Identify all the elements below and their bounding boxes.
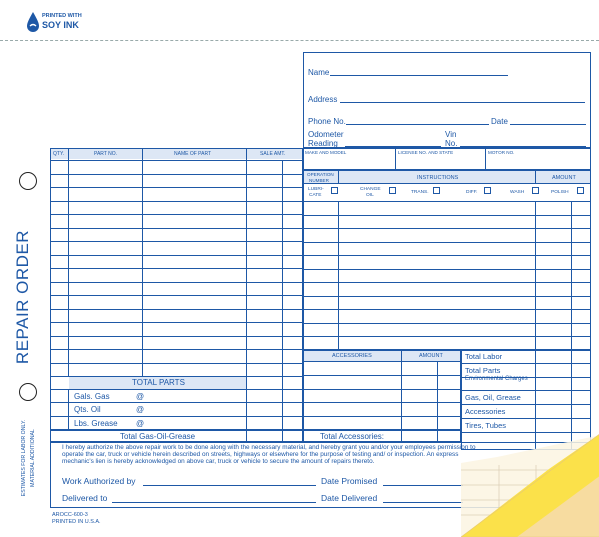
service-table-row[interactable]: [303, 269, 591, 270]
diff-checkbox[interactable]: [484, 187, 491, 194]
accessories-table-row[interactable]: [303, 375, 461, 376]
carbon-copy-corner: [461, 425, 599, 537]
date-delivered-label: Date Delivered: [321, 493, 378, 503]
total-parts-summary-label: Total Parts: [465, 366, 501, 375]
accessories-amount-header: AMOUNT: [419, 353, 443, 359]
wash-checkbox[interactable]: [532, 187, 539, 194]
motor-label: MOTOR NO.: [488, 150, 515, 155]
parts-table-row[interactable]: [50, 282, 303, 283]
check-polish-label: POLISH: [551, 190, 569, 195]
environmental-charges-label: Environmental Charges: [465, 376, 528, 382]
parts-table-row[interactable]: [50, 268, 303, 269]
service-table-row[interactable]: [303, 228, 591, 229]
grease-at: @: [136, 419, 145, 428]
parts-table-row[interactable]: [50, 241, 303, 242]
check-wash-label: WASH: [510, 190, 525, 195]
parts-table-row[interactable]: [50, 363, 303, 364]
license-label: LICENSE NO. AND STATE: [398, 150, 454, 155]
service-table-row[interactable]: [303, 309, 591, 310]
date-delivered-field[interactable]: [383, 502, 463, 503]
gas-label: Gals. Gas: [74, 392, 110, 401]
odometer-label-1: Odometer: [308, 130, 344, 139]
parts-table-row[interactable]: [50, 214, 303, 215]
parts-table-row[interactable]: [50, 336, 303, 337]
check-lubricate-label-2: CATE: [309, 193, 322, 198]
service-table-row[interactable]: [303, 242, 591, 243]
gas-at: @: [136, 392, 145, 401]
form-code: AROCC-600-3: [52, 512, 88, 518]
authorization-text: I hereby authorize the above repair work to be done along with the necessary material, and hereby grant you and/or your employees permission to operate the car, truck or vehicle herein described on streets, highways or elsewhere for the purpose of testing and/ or inspection. An express mechanic's lien is hereby acknowledged on above car, truck or vehicle to secure the amount of repairs thereto.: [62, 444, 476, 466]
total-parts-label: TOTAL PARTS: [132, 378, 185, 387]
service-table-row[interactable]: [303, 323, 591, 324]
parts-table-row[interactable]: [50, 187, 303, 188]
accessories-summary-label: Accessories: [465, 407, 506, 416]
work-authorized-label: Work Authorized by: [62, 476, 136, 486]
accessories-header: ACCESSORIES: [332, 353, 372, 359]
date-promised-label: Date Promised: [321, 476, 378, 486]
odometer-field[interactable]: [345, 146, 441, 147]
check-oil-label-2: OIL: [366, 193, 374, 198]
make-label: MAKE AND MODEL: [305, 150, 347, 155]
oil-label: Qts. Oil: [74, 405, 101, 414]
total-gas-label: Total Gas-Oil-Grease: [120, 432, 196, 441]
logo-line2: SOY INK: [42, 20, 79, 30]
vin-label-1: Vin: [445, 130, 457, 139]
binder-hole-top: [19, 172, 37, 190]
vin-field[interactable]: [460, 146, 586, 147]
parts-table-row[interactable]: [50, 201, 303, 202]
trans-checkbox[interactable]: [433, 187, 440, 194]
check-diff-label: DIFF.: [466, 190, 478, 195]
grease-label: Lbs. Grease: [74, 419, 118, 428]
date-label: Date: [491, 117, 508, 126]
service-table-row[interactable]: [303, 296, 591, 297]
service-table-row[interactable]: [303, 336, 591, 337]
delivered-to-field[interactable]: [112, 502, 316, 503]
total-labor-label: Total Labor: [465, 352, 503, 361]
side-note-line2: MATERIAL ADDITIONAL: [30, 429, 36, 487]
check-trans-label: TRANS.: [411, 190, 429, 195]
check-oil-label-1: CHANGE: [360, 187, 381, 192]
accessories-table-row[interactable]: [303, 389, 461, 390]
vin-label-2: No.: [445, 139, 458, 148]
address-label: Address: [308, 95, 338, 104]
work-authorized-field[interactable]: [143, 485, 316, 486]
lubricate-checkbox[interactable]: [331, 187, 338, 194]
tires-tubes-label: Tires, Tubes: [465, 421, 506, 430]
op-number-label-2: NUMBER: [309, 178, 329, 183]
phone-field[interactable]: [346, 124, 489, 125]
instructions-label: INSTRUCTIONS: [417, 175, 459, 181]
accessories-table-row[interactable]: [303, 402, 461, 403]
op-number-label-1: OPERATION: [307, 172, 334, 177]
odometer-label-2: Reading: [308, 139, 338, 148]
parts-table-row[interactable]: [50, 174, 303, 175]
date-promised-field[interactable]: [383, 485, 463, 486]
parts-header-sale-amt: SALE AMT.: [260, 151, 286, 157]
delivered-to-label: Delivered to: [62, 493, 108, 503]
soy-drop-icon: [26, 11, 40, 33]
side-note-line1: ESTIMATES FOR LABOR ONLY.: [21, 419, 27, 497]
printed-in: PRINTED IN U.S.A.: [52, 519, 101, 525]
parts-header-part-no: PART NO.: [94, 151, 118, 157]
name-label: Name: [308, 68, 330, 77]
polish-checkbox[interactable]: [577, 187, 584, 194]
date-field[interactable]: [510, 124, 586, 125]
service-table-row[interactable]: [303, 282, 591, 283]
parts-table-row[interactable]: [50, 228, 303, 229]
repair-order-title: REPAIR ORDER: [13, 229, 32, 365]
top-perforation: [0, 40, 599, 41]
oil-at: @: [136, 405, 145, 414]
parts-table-row[interactable]: [50, 309, 303, 310]
amount-label: AMOUNT: [552, 175, 576, 181]
total-accessories-label: Total Accessories:: [320, 432, 385, 441]
service-table-row[interactable]: [303, 215, 591, 216]
parts-table-row[interactable]: [50, 322, 303, 323]
accessories-table-row[interactable]: [303, 416, 461, 417]
phone-label: Phone No.: [308, 117, 346, 126]
parts-table-row[interactable]: [50, 349, 303, 350]
parts-header-name: NAME OF PART: [174, 151, 212, 157]
check-lubricate-label-1: LUBRI-: [308, 187, 324, 192]
service-table-row[interactable]: [303, 255, 591, 256]
change-oil-checkbox[interactable]: [389, 187, 396, 194]
parts-header-qty: QTY.: [53, 151, 65, 157]
address-field[interactable]: [340, 102, 585, 103]
parts-table-row[interactable]: [50, 295, 303, 296]
gas-oil-grease-summary-label: Gas, Oil, Grease: [465, 393, 521, 402]
soy-ink-logo: [26, 11, 84, 37]
binder-hole-bottom: [19, 383, 37, 401]
logo-line1: PRINTED WITH: [42, 13, 82, 19]
parts-table-row[interactable]: [50, 255, 303, 256]
name-field[interactable]: [330, 75, 508, 76]
